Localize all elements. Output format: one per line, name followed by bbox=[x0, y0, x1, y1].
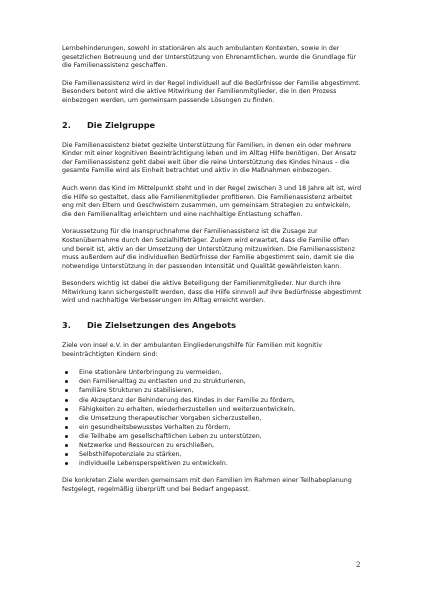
goals-list bbox=[62, 368, 362, 468]
zielgruppe-paragraph-3: Voraussetzung für die Inanspruchnahme der Familienassistenz ist die Zusage zur Kostenübernahme durch den Sozialhilfeträger. Zudem wird erwartet, dass die Familie offen und bereit ist, aktiv an der Umsetzung der Unterstützung mitzuwirken. Die Familienassistenz muss außerdem auf die individuellen Bedürfnisse der Familie abgestimmt sein, damit sie die notwendige Unterstützung in der passenden Intensität und Qualität gewährleisten kann. bbox=[62, 228, 355, 270]
goal-item: die Teilhabe am gesellschaftlichen Leben zu unterstützen, bbox=[62, 432, 362, 441]
goal-item: Eine stationäre Unterbringung zu vermeiden, bbox=[62, 368, 362, 377]
zielgruppe-paragraph-4: Besonders wichtig ist dabei die aktive Beteiligung der Familienmitglieder. Nur durch ihre Mitwirkung kann sichergestellt werden, dass die Hilfe sinnvoll auf ihre Bedürfnisse abgestimmt wird und nachhaltige Verbesserungen im Alltag erreicht werden. bbox=[62, 280, 362, 305]
goal-item: familiäre Strukturen zu stabilisieren, bbox=[62, 386, 362, 395]
zielgruppe-paragraph-2: Auch wenn das Kind im Mittelpunkt steht und in der Regel zwischen 3 und 18 Jahre alt ist, wird die Hilfe so gestaltet, dass alle Familienmitglieder profitieren. Die Familienassistenz arbeitet eng mit den Eltern und Geschwistern zusammen, um gemeinsam Strategien zu entwickeln, die den Familienalltag erleichtern und eine nachhaltige Entlastung schaffen. bbox=[62, 184, 362, 218]
intro-paragraph-1: Lernbehinderungen, sowohl in stationären als auch ambulanten Kontexten, sowie in der gesetzlichen Betreuung und der Unterstützung von Ehrenamtlichen, wurde die Grundlage für die Familienassistenz geschaffen. bbox=[62, 45, 357, 70]
section-number: 2. bbox=[62, 119, 71, 130]
goal-item: die Umsetzung therapeutischer Vorgaben sicherzustellen, bbox=[62, 414, 362, 423]
section-heading-zielsetzungen bbox=[62, 320, 362, 330]
goal-item: Selbsthilfepotenziale zu stärken, bbox=[62, 450, 362, 459]
goal-item: ein gesundheitsbewusstes Verhalten zu fördern, bbox=[62, 423, 362, 432]
zielsetzungen-closing: Die konkreten Ziele werden gemeinsam mit den Familien im Rahmen einer Teilhabeplanung festgelegt, regelmäßig überprüft und bei Bedarf angepasst. bbox=[62, 477, 352, 493]
page-number: 2 bbox=[356, 561, 361, 569]
goal-item: individuelle Lebensperspektiven zu entwickeln. bbox=[62, 459, 362, 468]
document-page bbox=[62, 45, 362, 494]
section-heading-zielgruppe bbox=[62, 120, 362, 130]
section-title: Die Zielsetzungen des Angebots bbox=[87, 320, 236, 331]
goal-item: den Familienalltag zu entlasten und zu strukturieren, bbox=[62, 377, 362, 386]
zielgruppe-paragraph-1: Die Familienassistenz bietet gezielte Unterstützung für Familien, in denen ein oder mehrere Kinder mit einer kognitiven Beeinträchtigung leben und im Alltag Hilfe benötigen. Der Ansatz der Familienassistenz geht dabei weit über die reine Unterstützung des Kindes hinaus – die gesamte Familie wird als Einheit betrachtet und aktiv in die Maßnahmen einbezogen. bbox=[62, 141, 357, 175]
section-number: 3. bbox=[62, 320, 71, 331]
goal-item: Netzwerke und Ressourcen zu erschließen, bbox=[62, 441, 362, 450]
goal-item: die Akzeptanz der Behinderung des Kindes in der Familie zu fördern, bbox=[62, 396, 362, 405]
section-title: Die Zielgruppe bbox=[87, 119, 156, 130]
zielsetzungen-lead: Ziele von insel e.V. in der ambulanten Eingliederungshilfe für Familien mit kognitiv beeinträchtigten Kindern sind: bbox=[62, 342, 322, 358]
intro-paragraph-2: Die Familienassistenz wird in der Regel individuell auf die Bedürfnisse der Familie abgestimmt. Besonders betont wird die aktive Mitwirkung der Familienmitglieder, die in den Prozess einbezogen werden, um gemeinsam passende Lösungen zu finden. bbox=[62, 79, 361, 104]
goal-item: Fähigkeiten zu erhalten, wiederherzustellen und weiterzuentwickeln, bbox=[62, 405, 362, 414]
